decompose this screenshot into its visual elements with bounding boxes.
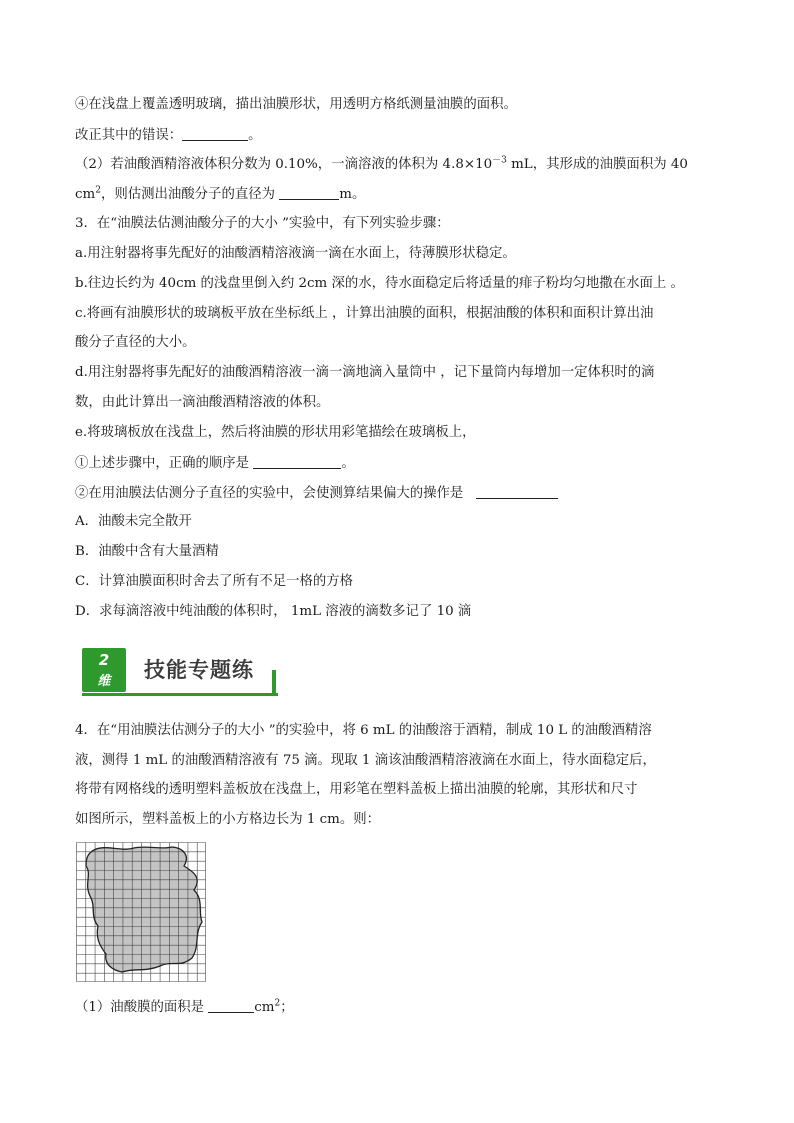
option-c[interactable]: C．计算油膜面积时舍去了所有不足一格的方格 xyxy=(75,574,354,589)
step-e: e.将玻璃板放在浅盘上，然后将油膜的形状用彩笔描绘在玻璃板上， xyxy=(75,425,476,440)
text: ②在用油膜法估测分子直径的实验中，会使测算结果偏大的操作是 xyxy=(75,486,468,501)
step-d: d.用注射器将事先配好的油酸酒精溶液一滴一滴地滴入量筒中 ，记下量筒内每增加一定体积时的滴 xyxy=(75,365,655,380)
text: （2）若油酸酒精溶液体积分数为 0.10%，一滴溶液的体积为 4.8×10 xyxy=(75,157,493,172)
text: mL，其形成的油膜面积为 40 xyxy=(506,157,688,172)
exponent: 2 xyxy=(95,185,101,196)
text: ； xyxy=(280,1000,294,1015)
text: ①上述步骤中，正确的顺序是 xyxy=(75,456,254,471)
answer-blank[interactable] xyxy=(208,998,254,1013)
oil-film-grid-figure xyxy=(76,842,206,982)
exponent: －3 xyxy=(492,155,507,166)
question-4-cont: 将带有网格线的透明塑料盖板放在浅盘上，用彩笔在塑料盖板上描出油膜的轮廓，其形状和尺寸 xyxy=(75,782,638,797)
step-d-cont: 数，由此计算出一滴油酸酒精溶液的体积。 xyxy=(75,395,330,410)
question-4-cont: 液，测得 1 mL 的油酸酒精溶液有 75 滴。现取 1 滴该油酸酒精溶液滴在水面上，待水面稳定后， xyxy=(75,753,656,768)
section-title: 技能专题练 xyxy=(144,658,254,682)
step-a: a.用注射器将事先配好的油酸酒精溶液滴一滴在水面上，待薄膜形状稳定。 xyxy=(75,246,516,261)
badge-word: 维 xyxy=(97,674,111,689)
text: （1）油酸膜的面积是 xyxy=(75,1000,209,1015)
text: 。 xyxy=(341,456,355,471)
section-badge xyxy=(82,648,126,692)
correction-prompt xyxy=(75,126,262,145)
step-b: b.往边长约为 40cm 的浅盘里倒入约 2cm 深的水，待水面稳定后将适量的痱子粉均匀地撒在水面上 。 xyxy=(75,276,684,291)
question-2-line xyxy=(75,156,688,174)
section-banner xyxy=(82,648,280,698)
answer-blank[interactable] xyxy=(476,484,558,499)
text: cm xyxy=(75,187,96,202)
sub-question-1 xyxy=(75,454,355,473)
question-4-stem: 4．在“用油膜法估测分子的大小 ”的实验中，将 6 mL 的油酸溶于酒精，制成 10 L 的油酸酒精溶 xyxy=(75,723,652,738)
banner-hook xyxy=(272,670,276,696)
grid-svg xyxy=(76,842,206,982)
step-c-cont: 酸分子直径的大小。 xyxy=(75,335,196,350)
question-4-part-1 xyxy=(75,998,294,1017)
sub-question-2 xyxy=(75,484,558,503)
banner-underline xyxy=(82,693,278,696)
text: m。 xyxy=(339,187,366,202)
option-d[interactable]: D．求每滴溶液中纯油酸的体积时， 1mL 溶液的滴数多记了 10 滴 xyxy=(75,604,472,619)
question-2-answer-line xyxy=(75,185,365,204)
option-b[interactable]: B．油酸中含有大量酒精 xyxy=(75,544,219,559)
text: 改正其中的错误： xyxy=(75,128,183,143)
text: cm xyxy=(254,1000,275,1015)
question-3-stem: 3．在“油膜法估测油酸分子的大小 ”实验中，有下列实验步骤： xyxy=(75,216,450,231)
answer-blank[interactable] xyxy=(253,454,341,469)
answer-blank[interactable] xyxy=(279,185,339,200)
answer-blank[interactable] xyxy=(182,126,248,141)
option-a[interactable]: A．油酸未完全散开 xyxy=(75,514,192,529)
text: ，则估测出油酸分子的直径为 xyxy=(100,187,280,202)
text: 。 xyxy=(248,128,262,143)
exponent: 2 xyxy=(274,998,281,1009)
step-c: c.将画有油膜形状的玻璃板平放在坐标纸上 ，计算出油膜的面积，根据油酸的体积和面积计算出油 xyxy=(75,306,654,321)
question-4-cont: 如图所示，塑料盖板上的小方格边长为 1 cm。则： xyxy=(75,812,381,827)
badge-number: 2 xyxy=(98,651,110,669)
text-line: ④在浅盘上覆盖透明玻璃，描出油膜形状，用透明方格纸测量油膜的面积。 xyxy=(75,97,517,112)
